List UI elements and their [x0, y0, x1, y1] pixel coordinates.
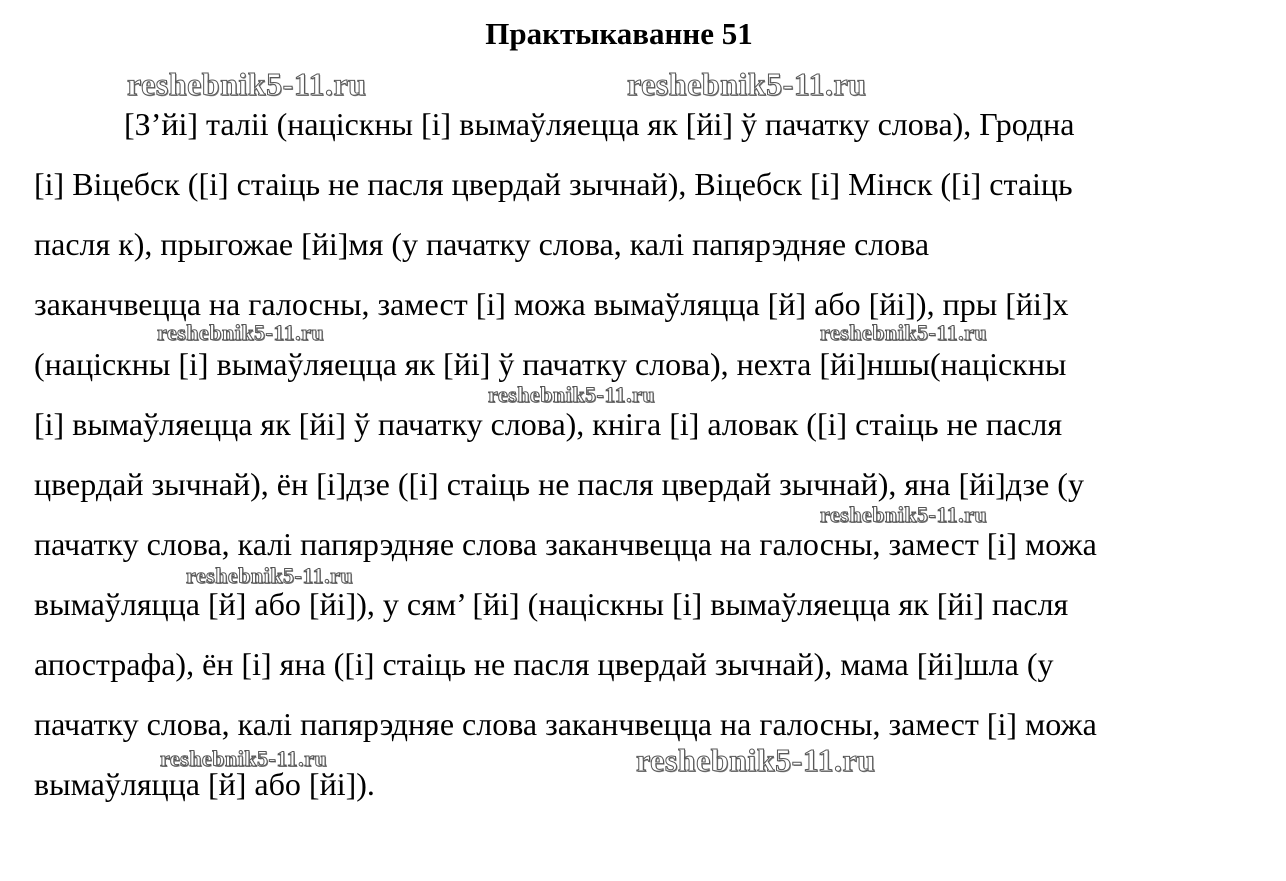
text-line-8: пачатку слова, калі папярэдняе слова заканчвецца на галосны, замест [і] можа	[34, 526, 1097, 562]
text-line-1: [З’йі] таліі (націскны [і] вымаўляецца як [йі] ў пачатку слова), Гродна	[124, 106, 1075, 142]
watermark: reshebnik5-11.ru	[186, 563, 354, 588]
text-line-5: (націскны [і] вымаўляецца як [йі] ў пачатку слова), нехта [йі]ншы(націскны	[34, 346, 1067, 382]
watermark: reshebnik5-11.ru	[488, 382, 656, 407]
text-line-6: [і] вымаўляецца як [йі] ў пачатку слова), кніга [і] аловак ([і] стаіць не пасля	[34, 406, 1063, 442]
text-line-7: цвердай зычнай), ён [і]дзе ([і] стаіць не пасля цвердай зычнай), яна [йі]дзе (у	[34, 466, 1084, 502]
watermark: reshebnik5-11.ru	[157, 320, 325, 345]
text-line-4: заканчвецца на галосны, замест [і] можа вымаўляцца [й] або [йі]), пры [йі]х	[34, 286, 1069, 322]
watermark: reshebnik5-11.ru	[820, 320, 988, 345]
text-line-10: апострафа), ён [і] яна ([і] стаіць не пасля цвердай зычнай), мама [йі]шла (у	[34, 646, 1054, 682]
watermark: reshebnik5-11.ru	[636, 742, 876, 778]
text-line-11: пачатку слова, калі папярэдняе слова заканчвецца на галосны, замест [і] можа	[34, 706, 1097, 742]
watermark: reshebnik5-11.ru	[627, 66, 867, 102]
watermark: reshebnik5-11.ru	[127, 66, 367, 102]
text-line-3: пасля к), прыгожае [йі]мя (у пачатку слова, калі папярэдняе слова	[34, 226, 930, 262]
text-line-9: вымаўляцца [й] або [йі]), у сям’ [йі] (націскны [і] вымаўляецца як [йі] пасля	[34, 586, 1069, 622]
exercise-title: Практыкаванне 51	[485, 16, 753, 51]
watermark: reshebnik5-11.ru	[160, 746, 328, 771]
watermark: reshebnik5-11.ru	[820, 502, 988, 527]
text-line-2: [і] Віцебск ([і] стаіць не пасля цвердай зычнай), Віцебск [і] Мінск ([і] стаіць	[34, 166, 1073, 202]
text-line-12: вымаўляцца [й] або [йі]).	[34, 766, 375, 802]
